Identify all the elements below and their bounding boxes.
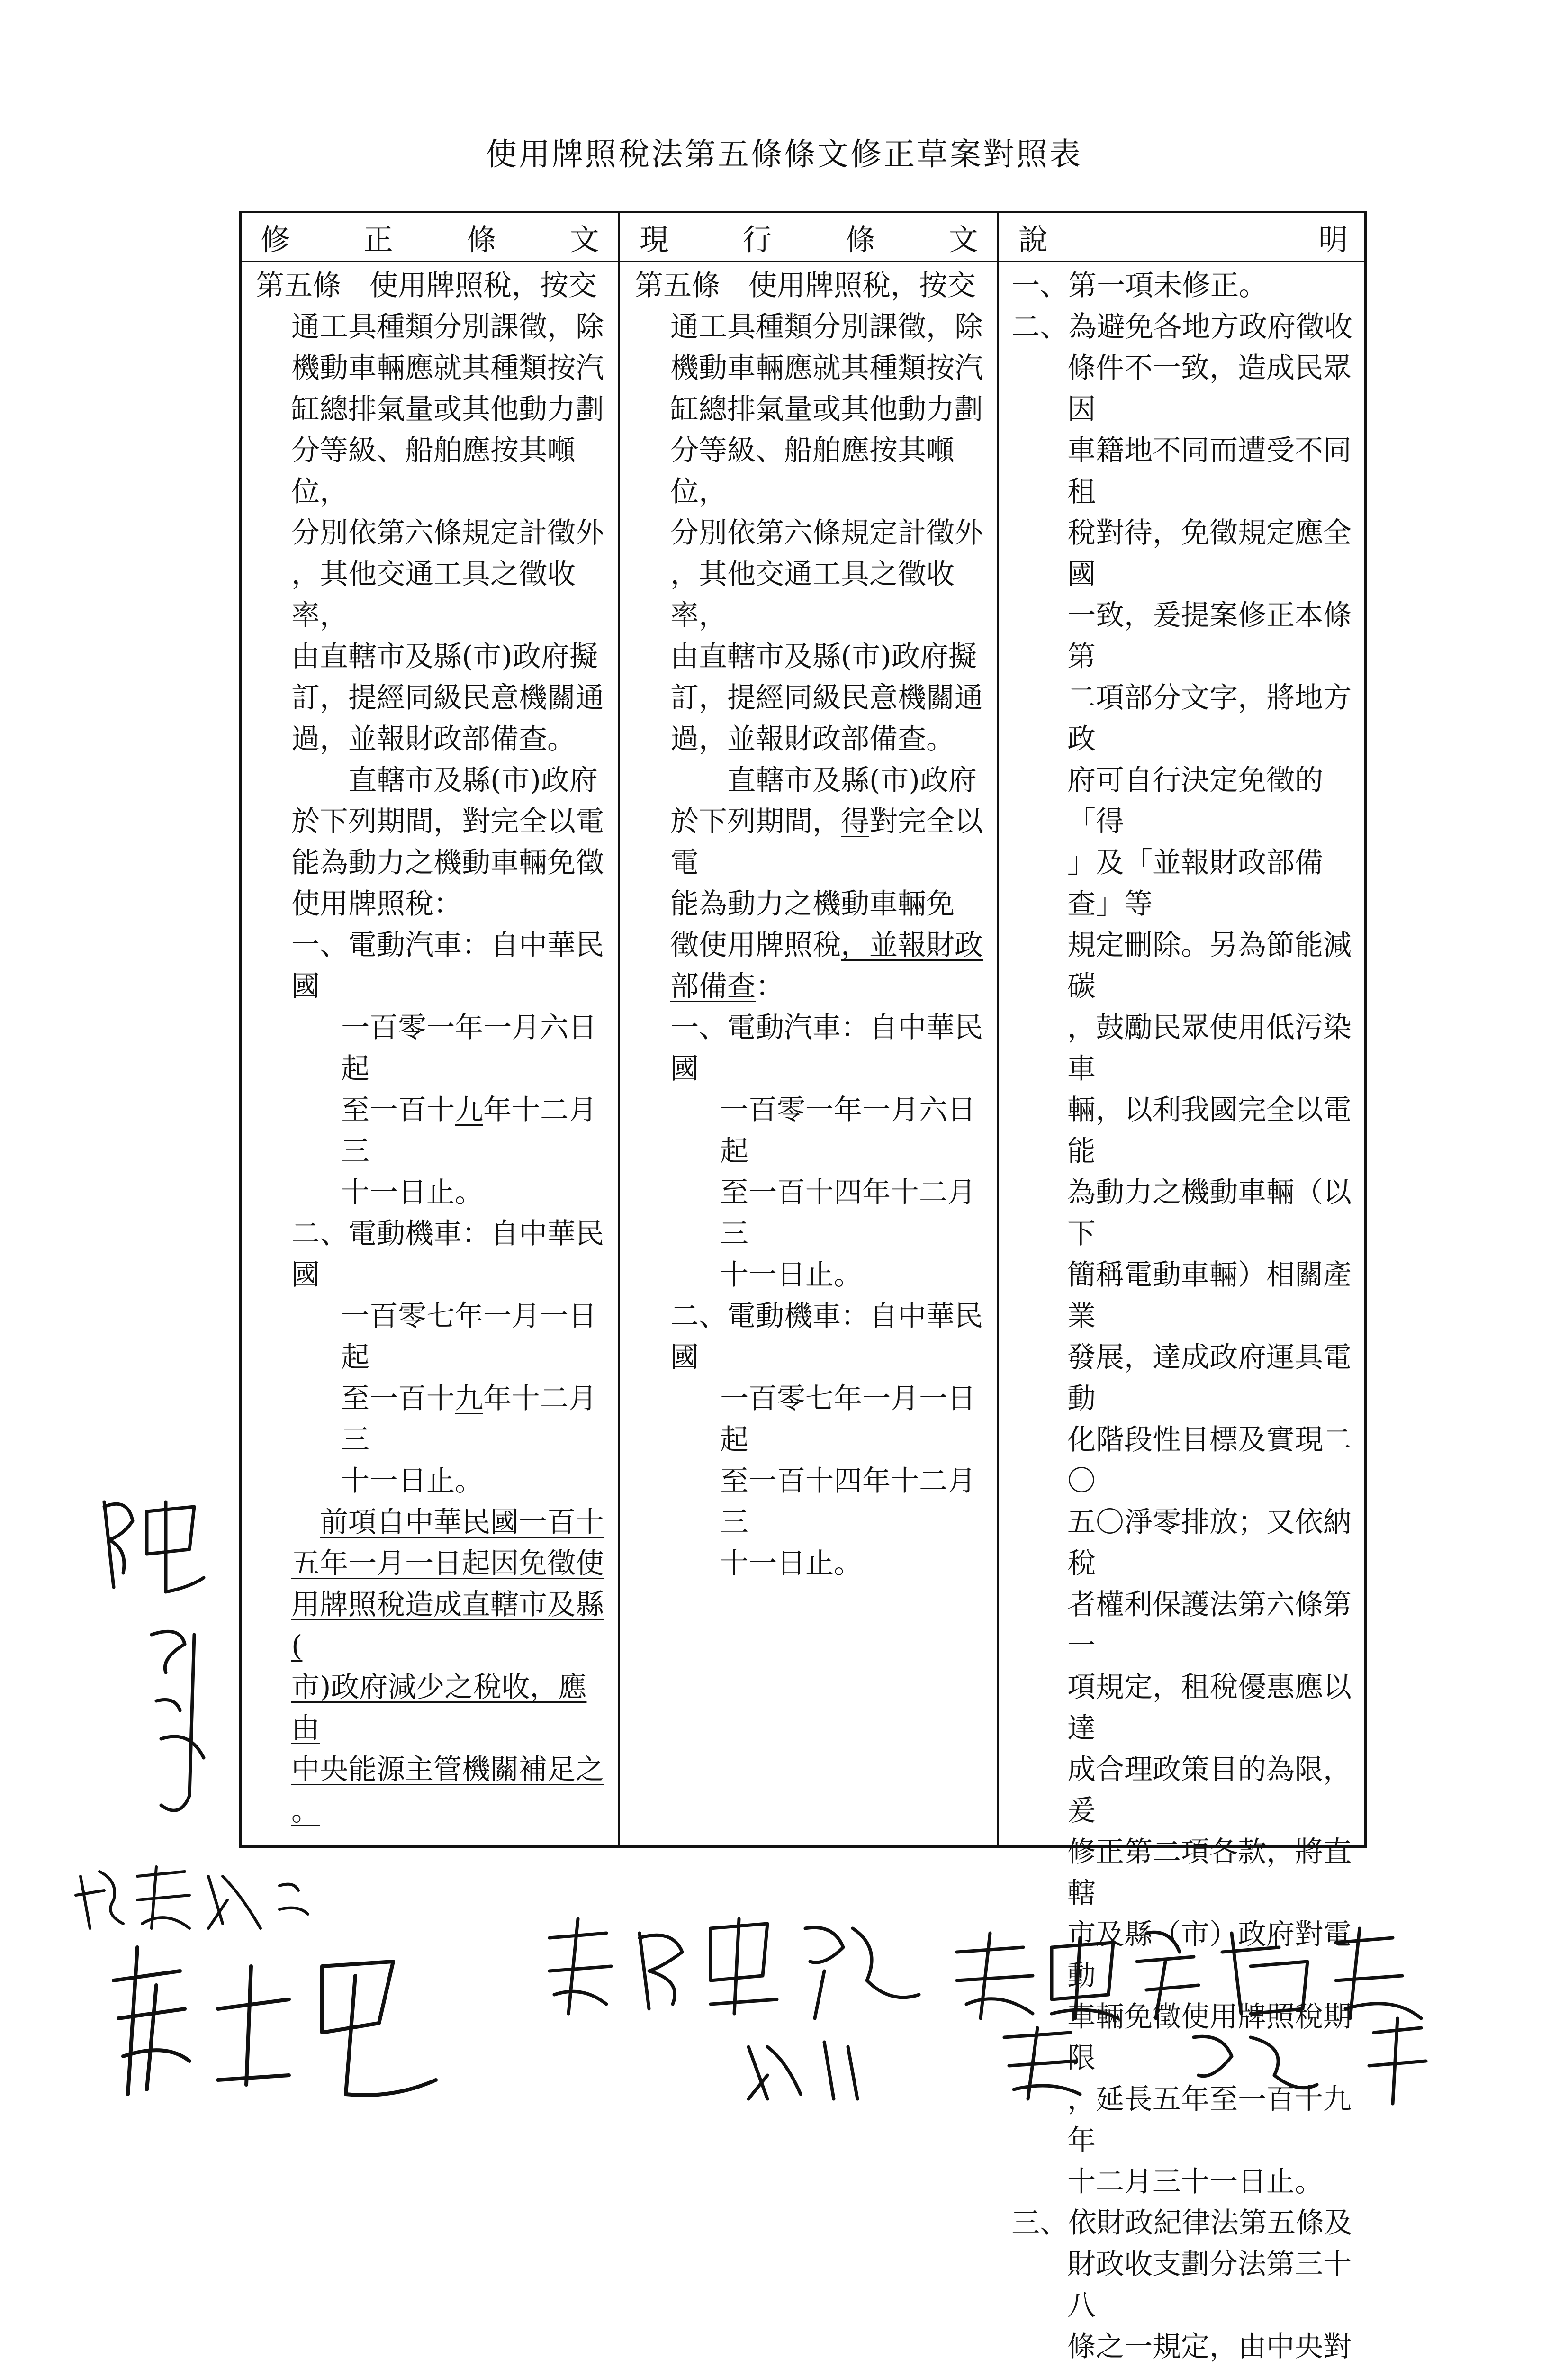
header-amended: 修 正 條 文 (261, 222, 599, 257)
explanation-text: 一、第一項未修正。 二、為避免各地方政府徵收 條件不一致，造成民眾因 車籍地不同而遭受不同租 稅對待，免徵規定應全國 一致，爰提案修正本條第 二項部分文字，將地方政 府可自行決定免徵的「得 」及「並報財政部備查」等 規定刪除。另為節能減碳 ，鼓勵民眾使用低污染車 輛，以利我國完全以電能 為動力之機動車輛（以下 簡稱電動車輛）相關產業 發展，達成政府運具電動 化階段性目標及實現二〇 五〇淨零排放；又依納稅 者權利保護法第六條第一 項規定，租稅優惠應以達 成合理政策目的為限，爰 修正第二項各款，將直轄 市及縣（市）政府對電動 車輛免徵使用牌照稅期限 ，延長五年至一百十九年 十二月三十一日止。 三、依財政紀律法第五條及 財政收支劃分法第三十八 條之一規定，由中央對 (1011, 269, 1352, 2363)
proposer-label-handwritten (71, 1857, 317, 1933)
column-divider (618, 213, 620, 1845)
handwritten-signature (947, 1924, 1469, 2108)
header-divider (242, 261, 1364, 262)
handwritten-signature (540, 1909, 938, 2023)
handwritten-signature (95, 1492, 246, 1834)
header-current: 現 行 條 文 (640, 222, 978, 257)
column-divider (997, 213, 999, 1845)
amended-text: 第五條 使用牌照稅，按交 通工具種類分別課徵，除 機動車輛應就其種類按汽 缸總排氣量或其他動力劃 分等級、船舶應按其噸位， 分別依第六條規定計徵外 ，其他交通工具之徵收率， 由直轄市及縣(市)政府擬 訂，提經同級民意機關通 過，並報財政部備查。 直轄市及縣(市)政府 於下列期間，對完全以電 能為動力之機動車輛免徵 使用牌照稅： 一、電動汽車：自中華民國 一百零一年一月六日起 至一百十九年十二月三 十一日止。 二、電動機車：自中華民國 一百零七年一月一日起 至一百十九年十二月三 十一日止。 前項自中華民國一百十 五年一月一日起因免徵使 用牌照稅造成直轄市及縣( 市)政府減少之稅收，應由 中央能源主管機關補足之 。 (256, 269, 604, 1827)
header-explanation: 說 明 (1018, 222, 1348, 257)
document-title: 使用牌照稅法第五條條文修正草案對照表 (486, 136, 1082, 172)
handwritten-signature (109, 1938, 450, 2108)
current-text: 第五條 使用牌照稅，按交 通工具種類分別課徵，除 機動車輛應就其種類按汽 缸總排氣量或其他動力劃 分等級、船舶應按其噸位， 分別依第六條規定計徵外 ，其他交通工具之徵收率， 由直轄市及縣(市)政府擬 訂，提經同級民意機關通 過，並報財政部備查。 直轄市及縣(市)政府 於下列期間，得對完全以電 能為動力之機動車輛免 徵使用牌照稅，並報財政 部備查： 一、電動汽車：自中華民國 一百零一年一月六日起 至一百十四年十二月三 十一日止。 二、電動機車：自中華民國 一百零七年一月一日起 至一百十四年十二月三 十一日止。 (635, 269, 983, 1580)
comparison-table (239, 211, 1367, 2363)
handwritten-signature (739, 2033, 881, 2104)
